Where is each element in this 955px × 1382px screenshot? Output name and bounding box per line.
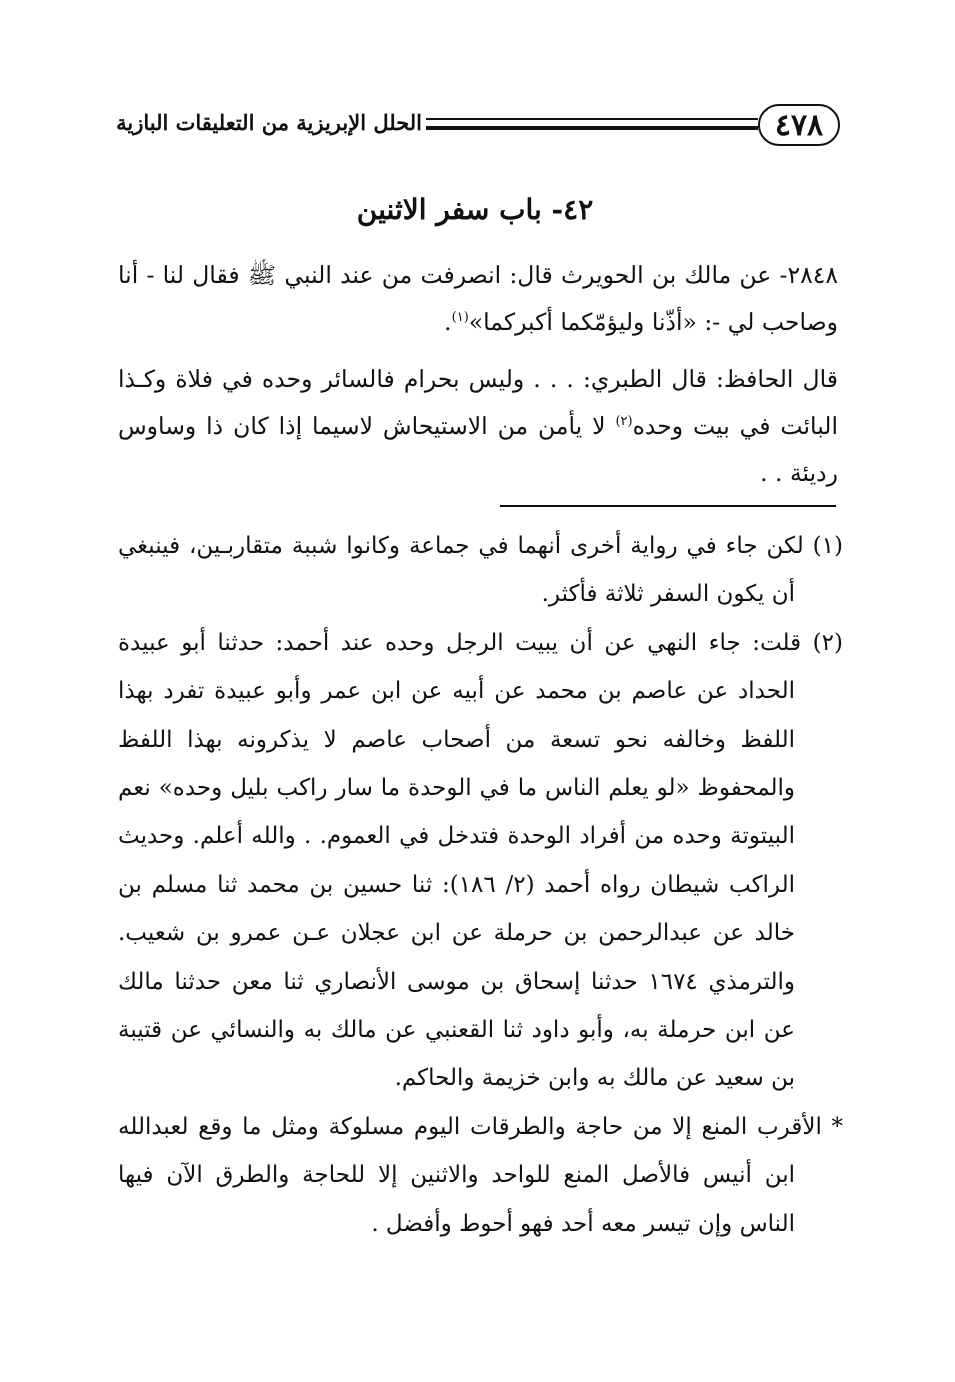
- footnote-separator: [500, 505, 836, 507]
- footnote-text: قلت: جاء النهي عن أن يبيت الرجل وحده عند أحمد: حدثنا أبو عبيدة الحداد عن عاصم بن محمد عن أبيه عن ابن عمر وأبو عبيدة تفرد بهذا اللفظ وخالفه نحو تسعة من أصحاب عاصم لا يذكرونه بهذا اللفظ والمحفوظ «لو يعلم الناس ما في الوحدة ما سار راكب بليل وحده» نعم البيتوتة وحده من أفراد الوحدة فتدخل في العموم. . والله أعلم. وحديث الراكب شيطان رواه أحمد (٢/ ١٨٦): ثنا حسين بن محمد ثنا مسلم بن خالد عن عبدالرحمن بن حرملة عن ابن عجلان عـن عمرو بن شعيب. والترمذي ١٦٧٤ حدثنا إسحاق بن موسى الأنصاري ثنا معن حدثنا مالك عن ابن حرملة به، وأبو داود ثنا القعنبي عن مالك به والنسائي عن قتيبة بن سعيد عن مالك به وابن خزيمة والحاكم.: [118, 629, 813, 1092]
- footnote-2: [118, 619, 843, 1103]
- footnote-3: [118, 1103, 843, 1248]
- footnote-marker: (٢): [812, 629, 843, 656]
- commentary-text: قال الحافظ: قال الطبري: . . . وليس بحرام فالسائر وحده في فلاة وكـذا البائت في بيت وحده: [118, 365, 838, 440]
- footnote-text: لكن جاء في رواية أخرى أنهما في جماعة وكانوا شببة متقاربـين، فينبغي أن يكون السفر ثلاثة فأكثر.: [118, 533, 813, 608]
- commentary-text-end: لا يأمن من الاستيحاش لاسيما إذا كان ذا وساوس رديئة . .: [118, 412, 838, 487]
- footnotes: [118, 522, 843, 1248]
- footnote-ref-1: (١): [451, 310, 469, 326]
- footnote-1: [118, 522, 843, 619]
- footnote-marker: (١): [812, 533, 843, 559]
- header-rule: [426, 118, 758, 130]
- page-number: ٤٧٨: [758, 104, 840, 146]
- page-header: [110, 100, 840, 156]
- footnote-text: الأقرب المنع إلا من حاجة والطرقات اليوم مسلوكة ومثل ما وقع لعبدالله ابن أنيس فالأصل المنع للواحد والاثنين إلا للحاجة والطرق الآن فيها الناس وإن تيسر معه أحد فهو أحوط وأفضل .: [118, 1113, 832, 1237]
- hadith-text: عن مالك بن الحويرث قال: انصرفت من عند النبي ﷺ فقال لنا - أنا وصاحب لي -: «أذّنا وليؤمّكما أكبركما»: [118, 261, 838, 336]
- hadith-number: ٢٨٤٨-: [779, 261, 838, 289]
- commentary-paragraph: [118, 356, 838, 497]
- running-title: الحلل الإبريزية من التعليقات البازية: [116, 110, 422, 135]
- hadith-paragraph: [118, 252, 838, 346]
- chapter-title: ٤٢- باب سفر الاثنين: [356, 193, 594, 226]
- footnote-ref-2: (٢): [615, 414, 633, 430]
- main-text: [118, 252, 838, 497]
- hadith-end: .: [444, 308, 452, 336]
- footnote-marker: *: [831, 1113, 843, 1140]
